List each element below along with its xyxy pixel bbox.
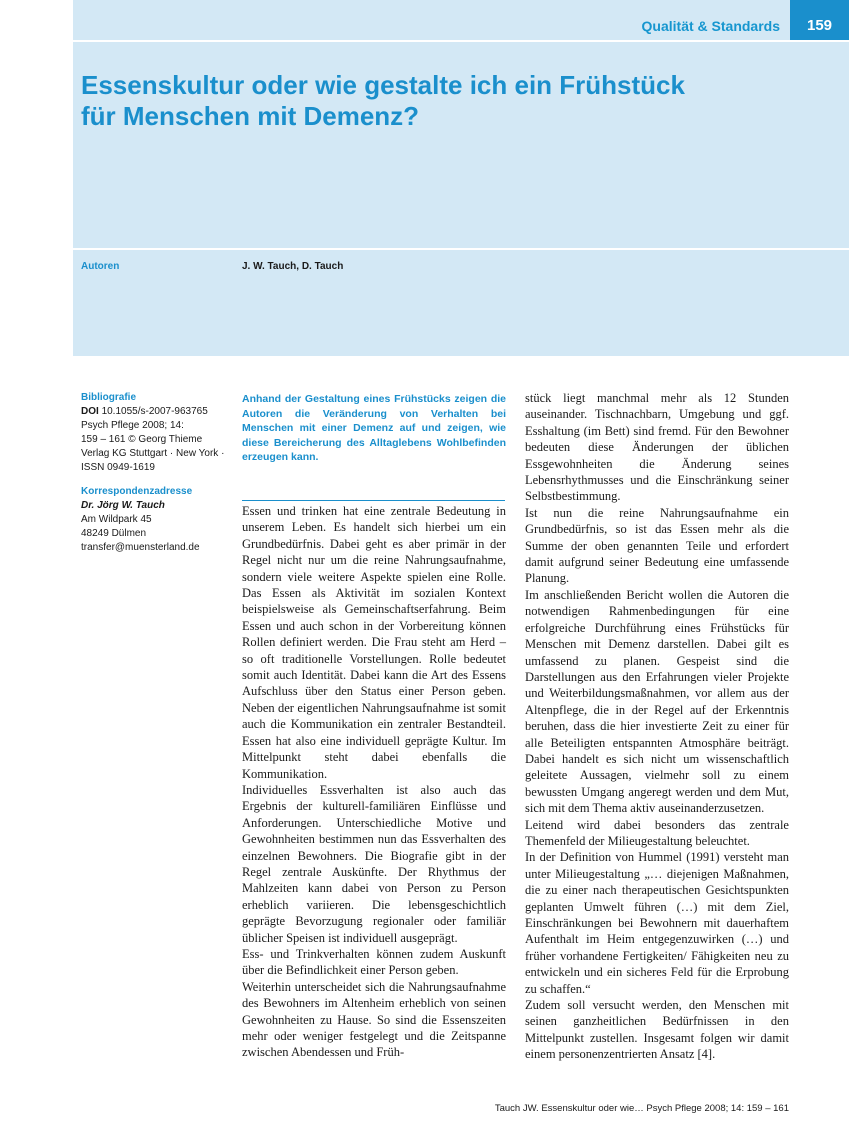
body-paragraph: Leitend wird dabei besonders das zentrale Themenfeld der Milieugestaltung beleuchtet. — [525, 817, 789, 848]
authors-names: J. W. Tauch, D. Tauch — [242, 261, 344, 272]
authors-band — [73, 250, 849, 356]
title-line-2: für Menschen mit Demenz? — [81, 101, 420, 131]
body-paragraph: Essen und trinken hat eine zentrale Bedeutung in unserem Leben. Es handelt sich hierbei um ein Grundbedürfnis. Dabei geht es aber primär in der Regel nicht nur um die reine Nahrungsaufnahme, sondern viele weitere Aspekte spielen eine Rolle. Das Essen als Aktivität im sozialen Kontext beispielsweise als Gemeinschaftserfahrung. Beim Essen und auch schon in der Vorbereitung können Rollen definiert werden. Die Frau steht am Herd – so oft traditionelle Vorstellungen. Rolle bedeutet somit auch Identität. Dabei kann die Art des Essens Aufschluss über den Status einer Person geben. Neben der eigentlichen Nahrungsaufnahme ist somit auch die Kommunikation ein zentraler Bestandteil. Essen hat also eine individuell geprägte Kultur. Im Mittelpunkt steht dabei ebenfalls die Kommunikation. — [242, 504, 506, 781]
doi-label: DOI — [81, 406, 99, 417]
title-line-1: Essenskultur oder wie gestalte ich ein Frühstück — [81, 70, 685, 100]
correspondence-line: 48249 Dülmen — [81, 528, 147, 539]
body-paragraph: stück liegt manchmal mehr als 12 Stunden auseinander. Tischnachbarn, Umgebung und ggf. Esshaltung (im Bett) sind fremd. Für den Bewohner bedeuten diese Änderungen der üblichen Essgewohnheiten die Änderung seines Lebensrhythmusses und die Einschränkung seiner Selbstbestimmung. — [525, 391, 789, 504]
page-number: 159 — [790, 0, 849, 40]
abstract: Anhand der Gestaltung eines Frühstücks zeigen die Autoren die Veränderung von Verhalten bei Menschen mit einer Demenz auf und zeigen, wie diese Bereicherung des Alltaglebens Wohlbefinden erzeugen kann. — [242, 393, 506, 463]
abstract-divider — [242, 500, 505, 501]
authors-label: Autoren — [81, 261, 120, 272]
body-paragraph: Individuelles Essverhalten ist also auch das Ergebnis der kulturell-familiären Einflüsse und Anforderungen. Unterschiedliche Motive und Gewohnheiten bestimmen nun das Essverhalten des einzelnen Bewohners. Die Biografie gibt in der Regel zentrale Auskünfte. Der Rhythmus der Mahlzeiten kann dabei von Person zu Person erheblich variieren. Die lebensgeschichtlich geprägte Bevorzugung regionaler oder familiär üblicher Speisen ist individuell ausgeprägt. — [242, 782, 506, 945]
bibliography-line: ISSN 0949-1619 — [81, 462, 155, 473]
bibliography-line: 159 – 161 © Georg Thieme — [81, 434, 203, 445]
correspondence-name: Dr. Jörg W. Tauch — [81, 500, 165, 511]
sidebar — [81, 391, 231, 555]
body-paragraph: Im anschließenden Bericht wollen die Autoren die notwendigen Rahmenbedingungen für eine erfolgreiche Durchführung eines Frühstücks für Menschen mit Demenz darstellen. Dabei gilt es umfassend zu planen. Gespeist sind die Darstellungen aus den Erfahrungen vieler Projekte und Weiterbildungsmaßnahmen, vor allem aus der Altenpflege, die in der Regel auf der Erkenntnis beruhen, dass die hier investierte Zeit zu einer für alle Beteiligten entspannten Atmosphäre beiträgt. Dabei handelt es sich nicht um wissenschaftlich geleitete Aussagen, vielmehr soll zu einem bewussten Umgang angeregt werden und dem Mut, sich mit dem Thema aktiv auseinanderzusetzen. — [525, 587, 789, 816]
header-band — [73, 0, 849, 40]
body-column-middle — [242, 503, 506, 1061]
bibliography-line: Psych Pflege 2008; 14: — [81, 420, 184, 431]
bibliography-heading: Bibliografie — [81, 392, 137, 403]
correspondence-heading: Korrespondenzadresse — [81, 486, 193, 497]
body-paragraph: Weiterhin unterscheidet sich die Nahrungsaufnahme des Bewohners im Altenheim erheblich von seinen Gewohnheiten zu Hause. So sind die Essenszeiten mehr oder weniger festgelegt und die Zeitspanne zwischen Abendessen und Früh- — [242, 979, 506, 1060]
doi-value: 10.1055/s-2007-963765 — [101, 406, 208, 417]
doi-line — [81, 405, 231, 419]
body-paragraph: Ess- und Trinkverhalten können zudem Auskunft über die Befindlichkeit einer Person geben. — [242, 946, 506, 978]
article-title — [81, 70, 781, 132]
section-label: Qualität & Standards — [641, 18, 780, 34]
body-paragraph: Ist nun die reine Nahrungsaufnahme ein Grundbedürfnis, so ist das Essen mehr als die Summe der oben genannten Teile und erfordert damit aufgrund seiner Bedeutung eine umfassende Planung. — [525, 505, 789, 586]
correspondence-email: transfer@muensterland.de — [81, 542, 200, 553]
correspondence-line: Am Wildpark 45 — [81, 514, 152, 525]
body-paragraph: In der Definition von Hummel (1991) versteht man unter Milieugestaltung „… diejenigen Maßnahmen, die zu einer nach therapeutischen Gesichtspunkten geplanten Umwelt führen (…) mit dem Ziel, Einschränkungen bei Bewohnern mit dauerhaftem Aufenthalt im Heim entgegenzuwirken (…) und früher vorhandene Fertigkeiten/ Fähigkeiten neu zu entwickeln und ein sicheres Feld für die Erprobung zu schaffen.“ — [525, 850, 789, 996]
body-column-right — [525, 390, 789, 1063]
bibliography-line: Verlag KG Stuttgart · New York · — [81, 448, 225, 459]
body-paragraph: Zudem soll versucht werden, den Menschen mit seinen ganzheitlichen Bedürfnissen in den Mittelpunkt zustellen. Insgesamt folgen wir damit einem personenzentrierten Ansatz [4]. — [525, 998, 789, 1062]
page-footer: Tauch JW. Essenskultur oder wie… Psych Pflege 2008; 14: 159 – 161 — [494, 1103, 789, 1114]
